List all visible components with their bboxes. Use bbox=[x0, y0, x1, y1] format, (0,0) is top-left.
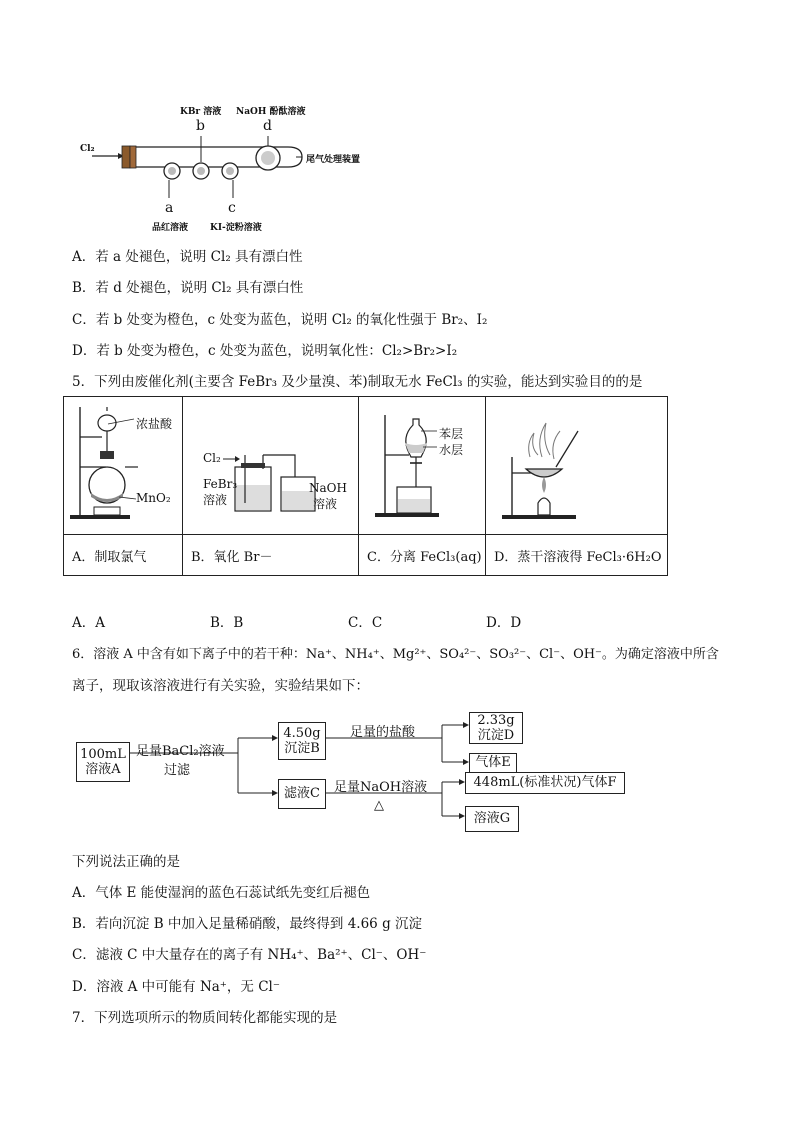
box-g-label: 溶液G bbox=[473, 811, 511, 826]
box-filtrate-c bbox=[278, 779, 326, 809]
benzene-layer-label: 苯层 bbox=[439, 427, 464, 441]
box-d-mass: 2.33g bbox=[477, 713, 515, 728]
water-layer-label: 水层 bbox=[439, 443, 464, 457]
box-precipitate-d bbox=[469, 712, 523, 744]
box-gas-e bbox=[469, 753, 517, 773]
q6-option-c: C．滤液 C 中大量存在的离子有 NH₄⁺、Ba²⁺、Cl⁻、OH⁻ bbox=[72, 947, 427, 963]
arrow1-reagent: 足量BaCl₂溶液 bbox=[136, 744, 225, 759]
label-a-solution: 品红溶液 bbox=[152, 223, 189, 233]
q5-caption-c: C．分离 FeCl₃(aq) bbox=[359, 535, 486, 576]
q5-caption-d: D．蒸干溶液得 FeCl₃·6H₂O bbox=[486, 535, 668, 576]
arrow1-operation: 过滤 bbox=[164, 763, 191, 778]
q4-option-d: D．若 b 处变为橙色，c 处变为蓝色，说明氧化性：Cl₂>Br₂>I₂ bbox=[72, 343, 458, 359]
arrow3-heat: △ bbox=[374, 798, 384, 813]
tail-gas-label: 尾气处理装置 bbox=[306, 155, 361, 165]
q5-answer-d: D．D bbox=[486, 615, 522, 631]
q5-cell-b-picture bbox=[183, 397, 359, 535]
q6-option-a: A．气体 E 能使湿润的蓝色石蕊试纸先变红后褪色 bbox=[72, 885, 371, 901]
letter-d: d bbox=[263, 118, 272, 134]
box-solution-g bbox=[465, 806, 519, 832]
q4-apparatus-drawing bbox=[70, 98, 370, 238]
q5-caption-a: A．制取氯气 bbox=[64, 535, 183, 576]
q6-option-d: D．溶液 A 中可能有 Na⁺，无 Cl⁻ bbox=[72, 979, 280, 995]
box-gas-f bbox=[465, 772, 625, 794]
q6-stem-line1: 6．溶液 A 中含有如下离子中的若干种：Na⁺、NH₄⁺、Mg²⁺、SO₄²⁻、SO₃²⁻、Cl⁻、OH⁻。为确定溶液中所含 bbox=[72, 647, 719, 662]
q4-figure bbox=[70, 98, 370, 238]
letter-c: c bbox=[228, 200, 236, 216]
q4-option-a: A．若 a 处褪色，说明 Cl₂ 具有漂白性 bbox=[72, 249, 303, 265]
q5-cell-c-picture bbox=[359, 397, 486, 535]
q5-answer-b: B．B bbox=[210, 615, 244, 631]
q5-cell-d-picture bbox=[486, 397, 668, 535]
label-d-solution: NaOH 酚酞溶液 bbox=[236, 107, 306, 117]
arrow2-reagent: 足量的盐酸 bbox=[350, 725, 416, 740]
arrow3-reagent: 足量NaOH溶液 bbox=[334, 780, 428, 795]
q5-answer-c: C．C bbox=[348, 615, 383, 631]
naoh-label: NaOH bbox=[309, 481, 347, 495]
box-c-label: 滤液C bbox=[284, 786, 320, 801]
q6-flowchart bbox=[70, 710, 630, 838]
letter-b: b bbox=[196, 118, 205, 134]
box-d-label: 沉淀D bbox=[477, 728, 515, 743]
q7-stem: 7．下列选项所示的物质间转化都能实现的是 bbox=[72, 1010, 338, 1026]
gas-washing-drawing bbox=[183, 397, 358, 534]
mno2-label: MnO₂ bbox=[136, 491, 171, 505]
box-b-mass: 4.50g bbox=[283, 726, 321, 741]
q4-option-c: C．若 b 处变为橙色，c 处变为蓝色，说明 Cl₂ 的氧化性强于 Br₂、I₂ bbox=[72, 312, 488, 328]
box-a-volume: 100mL bbox=[80, 747, 126, 762]
cl2-label: Cl₂ bbox=[203, 451, 221, 465]
q6-stem-line2: 离子，现取该溶液进行有关实验，实验结果如下： bbox=[72, 678, 369, 694]
naoh-solution-label: 溶液 bbox=[313, 497, 338, 511]
label-c-solution: KI-淀粉溶液 bbox=[210, 223, 262, 233]
q5-caption-b: B．氧化 Br－ bbox=[183, 535, 359, 576]
label-b-solution: KBr 溶液 bbox=[180, 107, 222, 117]
letter-a: a bbox=[165, 200, 174, 216]
evaporation-drawing bbox=[486, 397, 667, 534]
separatory-funnel-drawing bbox=[359, 397, 485, 534]
cl2-inlet-label: Cl₂ bbox=[80, 144, 95, 154]
q5-apparatus-table bbox=[63, 396, 668, 576]
box-a-label: 溶液A bbox=[85, 762, 121, 777]
febr3-label: FeBr₃ bbox=[203, 477, 238, 491]
q5-stem: 5．下列由废催化剂(主要含 FeBr₃ 及少量溴、苯)制取无水 FeCl₃ 的实验，能达到实验目的的是 bbox=[72, 374, 643, 390]
febr3-solution-label: 溶液 bbox=[203, 493, 228, 507]
box-f-label: 448mL(标准状况)气体F bbox=[473, 775, 617, 790]
q6-option-b: B．若向沉淀 B 中加入足量稀硝酸，最终得到 4.66 g 沉淀 bbox=[72, 916, 422, 932]
q6-prompt: 下列说法正确的是 bbox=[72, 854, 180, 870]
q5-answer-a: A．A bbox=[72, 615, 105, 631]
box-e-label: 气体E bbox=[475, 755, 511, 770]
q5-cell-a-picture bbox=[64, 397, 183, 535]
box-b-label: 沉淀B bbox=[284, 741, 320, 756]
conc-hcl-label: 浓盐酸 bbox=[136, 417, 173, 431]
box-precipitate-b bbox=[278, 722, 326, 760]
box-solution-a bbox=[76, 742, 130, 782]
q4-option-b: B．若 d 处褪色，说明 Cl₂ 具有漂白性 bbox=[72, 280, 304, 296]
